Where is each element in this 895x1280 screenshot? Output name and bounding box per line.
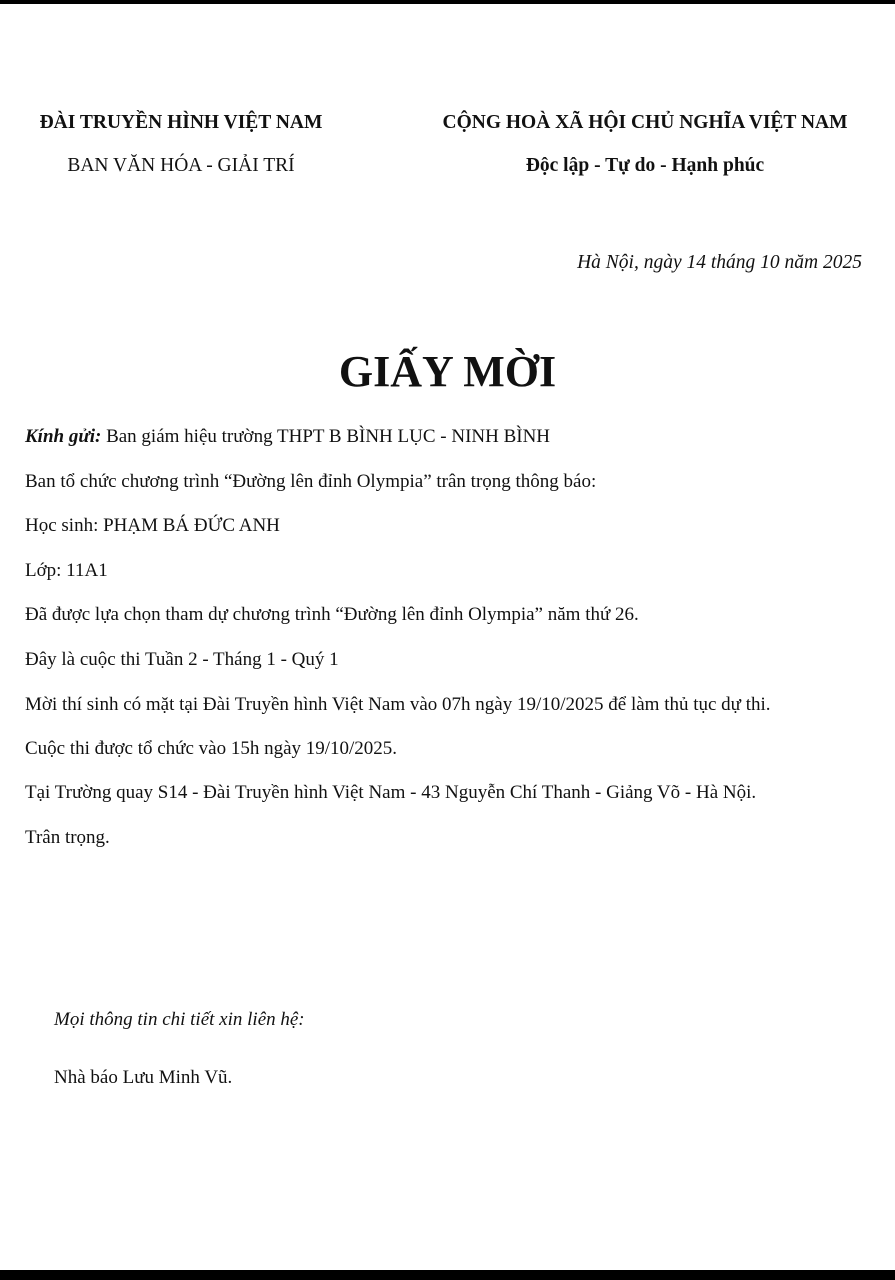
bottom-border <box>0 1270 895 1280</box>
round-line: Đây là cuộc thi Tuần 2 - Tháng 1 - Quý 1 <box>25 649 339 670</box>
issuing-department: BAN VĂN HÓA - GIẢI TRÍ <box>67 155 295 176</box>
document-title: GIẤY MỜI <box>338 347 557 396</box>
national-title: CỘNG HOÀ XÃ HỘI CHỦ NGHĨA VIỆT NAM <box>442 112 848 133</box>
announcement-line: Ban tổ chức chương trình “Đường lên đỉnh Olympia” trân trọng thông báo: <box>25 471 597 492</box>
contest-time-line: Cuộc thi được tổ chức vào 15h ngày 19/10/2025. <box>25 738 398 759</box>
student-name: Học sinh: PHẠM BÁ ĐỨC ANH <box>25 515 280 536</box>
recipient-value: Ban giám hiệu trường THPT B BÌNH LỤC - NINH BÌNH <box>101 426 551 447</box>
venue-line: Tại Trường quay S14 - Đài Truyền hình Việt Nam - 43 Nguyễn Chí Thanh - Giảng Võ - Hà Nội. <box>25 782 757 803</box>
top-border <box>0 0 895 4</box>
selection-line: Đã được lựa chọn tham dự chương trình “Đường lên đỉnh Olympia” năm thứ 26. <box>25 604 639 625</box>
checkin-line: Mời thí sinh có mặt tại Đài Truyền hình Việt Nam vào 07h ngày 19/10/2025 để làm thủ tục dự thi. <box>25 694 771 715</box>
student-class: Lớp: 11A1 <box>25 560 108 581</box>
recipient-label: Kính gửi: <box>25 426 102 447</box>
national-motto: Độc lập - Tự do - Hạnh phúc <box>525 155 765 176</box>
contact-note: Mọi thông tin chi tiết xin liên hệ: <box>54 1009 305 1030</box>
recipient-line <box>25 425 550 449</box>
place-date: Hà Nội, ngày 14 tháng 10 năm 2025 <box>577 252 862 273</box>
contact-person: Nhà báo Lưu Minh Vũ. <box>54 1067 233 1088</box>
closing-line: Trân trọng. <box>25 827 110 848</box>
issuing-organization: ĐÀI TRUYỀN HÌNH VIỆT NAM <box>39 112 323 133</box>
